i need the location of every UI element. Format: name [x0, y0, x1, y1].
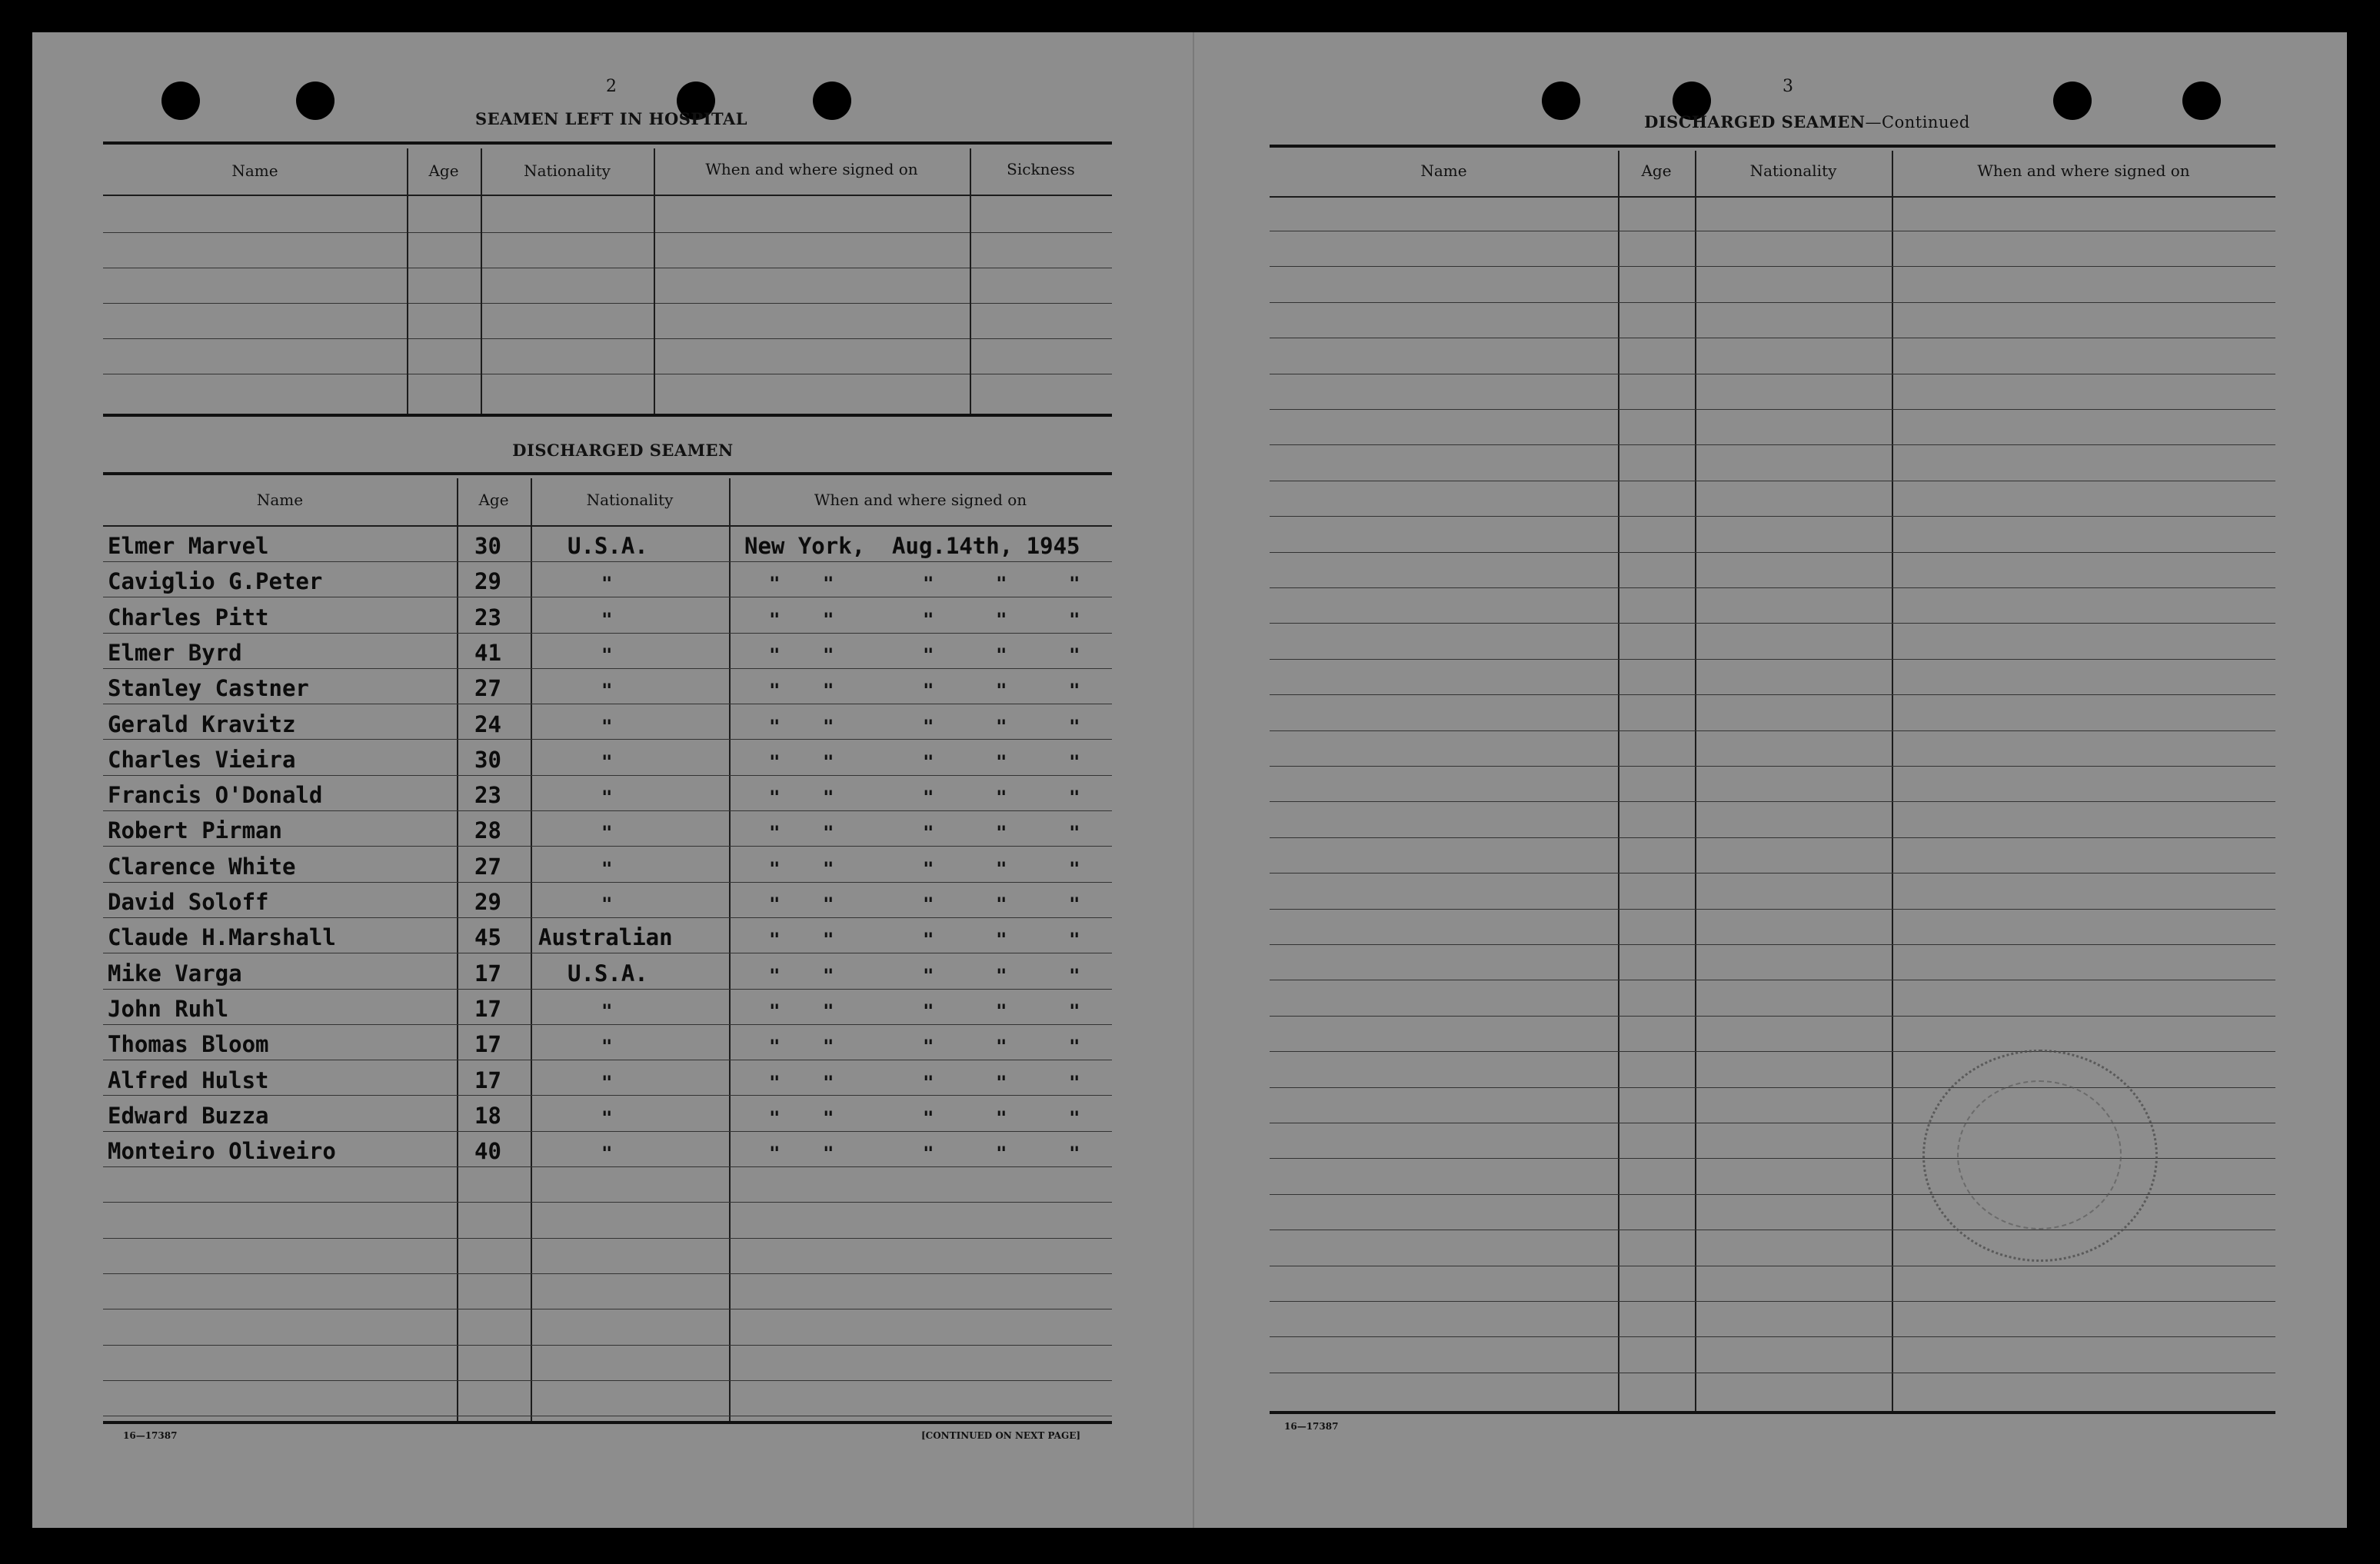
signed-on-ditto: " — [823, 1036, 834, 1057]
signed-on-ditto: " — [823, 929, 834, 950]
discharged-row-rule — [103, 989, 1112, 990]
discharged-row-rule — [103, 633, 1112, 634]
seaman-name: Caviglio G.Peter — [108, 568, 323, 594]
discharged-header-signed-on: When and where signed on — [814, 491, 1027, 509]
nationality-ditto: " — [601, 716, 613, 737]
signed-on-ditto: " — [823, 680, 834, 701]
signed-on-ditto: " — [923, 1107, 934, 1129]
signed-on-ditto: " — [769, 609, 781, 631]
right-section-title — [1576, 112, 2038, 131]
signed-on-ditto: " — [823, 644, 834, 666]
signed-on-ditto: " — [823, 965, 834, 987]
signed-on-ditto: " — [769, 680, 781, 701]
right-row-rule — [1270, 944, 2275, 945]
seaman-age: 17 — [474, 1031, 501, 1057]
hospital-column-divider — [970, 148, 971, 414]
footer-form-code-right: 16—17387 — [1284, 1421, 1339, 1432]
right-header-age: Age — [1641, 161, 1672, 180]
signed-on-ditto: " — [1069, 822, 1080, 844]
seaman-name: Charles Vieira — [108, 747, 296, 773]
discharged-row-rule — [103, 810, 1112, 811]
signed-on-ditto: " — [1069, 1143, 1080, 1164]
signed-on-ditto: " — [769, 573, 781, 594]
right-row-rule — [1270, 444, 2275, 445]
hospital-section-title: SEAMEN LEFT IN HOSPITAL — [474, 109, 748, 128]
nationality-ditto: " — [601, 644, 613, 666]
signed-on-ditto: " — [996, 573, 1007, 594]
signed-on-ditto: " — [923, 893, 934, 915]
discharged-section-title: DISCHARGED SEAMEN — [512, 441, 734, 460]
right-column-divider — [1695, 151, 1696, 1411]
seaman-age: 17 — [474, 996, 501, 1022]
seaman-name: Edward Buzza — [108, 1103, 269, 1129]
seaman-name: Stanley Castner — [108, 675, 309, 701]
signed-on-ditto: " — [823, 1143, 834, 1164]
seaman-name: Elmer Byrd — [108, 640, 242, 666]
document-sheet — [32, 32, 2347, 1528]
signed-on-ditto: " — [769, 1000, 781, 1022]
signed-on-ditto: " — [1069, 965, 1080, 987]
seaman-age: 41 — [474, 640, 501, 666]
signed-on-ditto: " — [996, 716, 1007, 737]
discharged-row-rule — [103, 1273, 1112, 1274]
seaman-age: 23 — [474, 782, 501, 808]
seaman-nationality: U.S.A. — [568, 960, 648, 987]
signed-on-ditto: " — [996, 751, 1007, 773]
hospital-header-sickness: Sickness — [1007, 160, 1075, 178]
seaman-age: 30 — [474, 747, 501, 773]
seaman-name: Thomas Bloom — [108, 1031, 269, 1057]
discharged-row-rule — [103, 1380, 1112, 1381]
right-header-rule — [1270, 196, 2275, 198]
signed-on-ditto: " — [823, 1072, 834, 1093]
signed-on-ditto: " — [923, 858, 934, 880]
seaman-name: Robert Pirman — [108, 817, 282, 844]
signed-on-ditto: " — [996, 609, 1007, 631]
signed-on-ditto: " — [1069, 858, 1080, 880]
right-row-rule — [1270, 552, 2275, 553]
signed-on-ditto: " — [996, 1107, 1007, 1129]
nationality-ditto: " — [601, 751, 613, 773]
right-section-title-main: DISCHARGED SEAMEN — [1644, 112, 1866, 131]
right-row-rule — [1270, 1051, 2275, 1052]
signed-on-ditto: " — [1069, 609, 1080, 631]
hospital-column-divider — [654, 148, 655, 414]
seaman-name: David Soloff — [108, 889, 269, 915]
discharged-table-top-rule — [103, 472, 1112, 475]
nationality-ditto: " — [601, 822, 613, 844]
nationality-ditto: " — [601, 609, 613, 631]
right-row-rule — [1270, 659, 2275, 660]
discharged-row-rule — [103, 1024, 1112, 1025]
signed-on-ditto: " — [923, 1072, 934, 1093]
discharged-header-name: Name — [256, 491, 304, 509]
right-row-rule — [1270, 516, 2275, 517]
punch-hole — [2053, 82, 2092, 120]
discharged-row-rule — [103, 917, 1112, 918]
seaman-age: 27 — [474, 675, 501, 701]
hospital-header-age: Age — [428, 161, 459, 180]
nationality-ditto: " — [601, 893, 613, 915]
discharged-row-rule — [103, 1166, 1112, 1167]
right-row-rule — [1270, 302, 2275, 303]
nationality-ditto: " — [601, 1036, 613, 1057]
discharged-row-rule — [103, 846, 1112, 847]
right-row-rule — [1270, 730, 2275, 731]
seaman-name: Francis O'Donald — [108, 782, 323, 808]
seaman-nationality: Australian — [538, 924, 673, 950]
nationality-ditto: " — [601, 1143, 613, 1164]
signed-on-ditto: " — [769, 1107, 781, 1129]
signed-on-ditto: " — [923, 716, 934, 737]
signed-on-ditto: " — [769, 858, 781, 880]
discharged-header-rule — [103, 525, 1112, 527]
seaman-age: 17 — [474, 1067, 501, 1093]
seaman-name: Mike Varga — [108, 960, 242, 987]
discharged-row-rule — [103, 1345, 1112, 1346]
discharged-table-bottom-rule — [103, 1421, 1112, 1424]
discharged-row-rule — [103, 882, 1112, 883]
right-row-rule — [1270, 909, 2275, 910]
right-row-rule — [1270, 587, 2275, 588]
signed-on-ditto: " — [923, 751, 934, 773]
nationality-ditto: " — [601, 1072, 613, 1093]
signed-on-ditto: " — [823, 573, 834, 594]
seaman-age: 30 — [474, 533, 501, 559]
punch-hole — [296, 82, 335, 120]
seaman-age: 23 — [474, 604, 501, 631]
signed-on-ditto: " — [769, 1072, 781, 1093]
hospital-header-nationality: Nationality — [524, 161, 611, 180]
right-row-rule — [1270, 623, 2275, 624]
signed-on-ditto: " — [769, 1036, 781, 1057]
nationality-ditto: " — [601, 1000, 613, 1022]
punch-hole — [161, 82, 200, 120]
discharged-row-rule — [103, 1202, 1112, 1203]
signed-on-ditto: " — [1069, 716, 1080, 737]
right-header-nationality: Nationality — [1749, 161, 1837, 180]
right-header-name: Name — [1420, 161, 1467, 180]
signed-on-ditto: " — [923, 929, 934, 950]
signed-on-ditto: " — [823, 751, 834, 773]
right-row-rule — [1270, 801, 2275, 802]
signed-on-ditto: " — [769, 965, 781, 987]
signed-on-ditto: " — [923, 1000, 934, 1022]
signed-on-ditto: " — [996, 965, 1007, 987]
hospital-header-rule — [103, 195, 1112, 196]
discharged-row-rule — [103, 775, 1112, 776]
signed-on-ditto: " — [823, 609, 834, 631]
hospital-header-signed-on: When and where signed on — [705, 160, 918, 178]
discharged-row-rule — [103, 739, 1112, 740]
right-row-rule — [1270, 1301, 2275, 1302]
discharged-column-divider — [729, 478, 731, 1421]
seaman-age: 45 — [474, 924, 501, 950]
signed-on-ditto: " — [923, 680, 934, 701]
seaman-age: 24 — [474, 711, 501, 737]
right-row-rule — [1270, 873, 2275, 874]
discharged-row-rule — [103, 1095, 1112, 1096]
signed-on-ditto: " — [923, 787, 934, 808]
right-row-rule — [1270, 1336, 2275, 1337]
nationality-ditto: " — [601, 858, 613, 880]
signed-on-ditto: " — [823, 822, 834, 844]
punch-hole — [1542, 82, 1580, 120]
signed-on-ditto: " — [769, 787, 781, 808]
signed-on-ditto: " — [996, 929, 1007, 950]
seaman-age: 40 — [474, 1138, 501, 1164]
signed-on-ditto: " — [823, 893, 834, 915]
hospital-column-divider — [407, 148, 408, 414]
seaman-name: Gerald Kravitz — [108, 711, 296, 737]
nationality-ditto: " — [601, 680, 613, 701]
seaman-name: John Ruhl — [108, 996, 229, 1022]
signed-on-ditto: " — [1069, 1036, 1080, 1057]
hospital-column-divider — [481, 148, 482, 414]
signed-on-ditto: " — [923, 644, 934, 666]
page-fold — [1193, 32, 1194, 1528]
seaman-name: Claude H.Marshall — [108, 924, 336, 950]
signed-on-ditto: " — [1069, 787, 1080, 808]
signed-on-ditto: " — [769, 822, 781, 844]
signed-on-ditto: " — [823, 787, 834, 808]
signed-on-ditto: " — [996, 893, 1007, 915]
signed-on-ditto: " — [769, 929, 781, 950]
seaman-age: 27 — [474, 854, 501, 880]
seaman-name: Elmer Marvel — [108, 533, 269, 559]
page-number-left: 2 — [606, 77, 617, 96]
signed-on-ditto: " — [923, 573, 934, 594]
signed-on-ditto: " — [996, 1036, 1007, 1057]
right-row-rule — [1270, 837, 2275, 838]
discharged-header-nationality: Nationality — [586, 491, 674, 509]
seaman-nationality: U.S.A. — [568, 533, 648, 559]
signed-on-ditto: " — [996, 644, 1007, 666]
right-column-divider — [1618, 151, 1619, 1411]
seaman-age: 17 — [474, 960, 501, 987]
signed-on-ditto: " — [769, 751, 781, 773]
seaman-signed-on: New York, Aug.14th, 1945 — [744, 533, 1080, 559]
signed-on-ditto: " — [1069, 1000, 1080, 1022]
right-row-rule — [1270, 766, 2275, 767]
signed-on-ditto: " — [996, 858, 1007, 880]
signed-on-ditto: " — [996, 1143, 1007, 1164]
right-row-rule — [1270, 409, 2275, 410]
signed-on-ditto: " — [769, 893, 781, 915]
seaman-name: Charles Pitt — [108, 604, 269, 631]
signed-on-ditto: " — [996, 1000, 1007, 1022]
discharged-row-rule — [103, 561, 1112, 562]
hospital-row-rule — [103, 232, 1112, 233]
seaman-age: 28 — [474, 817, 501, 844]
hospital-row-rule — [103, 303, 1112, 304]
right-header-signed-on: When and where signed on — [1977, 161, 2190, 180]
signed-on-ditto: " — [1069, 751, 1080, 773]
discharged-column-divider — [531, 478, 532, 1421]
signed-on-ditto: " — [923, 822, 934, 844]
signed-on-ditto: " — [996, 787, 1007, 808]
signed-on-ditto: " — [1069, 573, 1080, 594]
right-column-divider — [1892, 151, 1893, 1411]
footer-form-code-left: 16—17387 — [123, 1430, 178, 1441]
signed-on-ditto: " — [996, 1072, 1007, 1093]
signed-on-ditto: " — [1069, 680, 1080, 701]
signed-on-ditto: " — [1069, 1072, 1080, 1093]
right-row-rule — [1270, 694, 2275, 695]
signed-on-ditto: " — [823, 1000, 834, 1022]
nationality-ditto: " — [601, 1107, 613, 1129]
discharged-row-rule — [103, 1238, 1112, 1239]
right-row-rule — [1270, 266, 2275, 267]
seaman-name: Alfred Hulst — [108, 1067, 269, 1093]
signed-on-ditto: " — [923, 1143, 934, 1164]
discharged-header-age: Age — [478, 491, 509, 509]
seaman-name: Clarence White — [108, 854, 296, 880]
hospital-table-bottom-rule — [103, 414, 1112, 417]
right-section-title-suffix: —Continued — [1865, 113, 1970, 131]
official-stamp-inner-ring — [1957, 1080, 2122, 1230]
hospital-header-name: Name — [231, 161, 278, 180]
punch-hole — [2182, 82, 2221, 120]
signed-on-ditto: " — [1069, 929, 1080, 950]
signed-on-ditto: " — [823, 716, 834, 737]
hospital-row-rule — [103, 338, 1112, 339]
seaman-name: Monteiro Oliveiro — [108, 1138, 336, 1164]
signed-on-ditto: " — [769, 716, 781, 737]
signed-on-ditto: " — [923, 1036, 934, 1057]
signed-on-ditto: " — [1069, 893, 1080, 915]
discharged-row-rule — [103, 668, 1112, 669]
signed-on-ditto: " — [996, 822, 1007, 844]
hospital-table-top-rule — [103, 141, 1112, 145]
signed-on-ditto: " — [923, 965, 934, 987]
right-table-bottom-rule — [1270, 1411, 2275, 1414]
discharged-row-rule — [103, 1131, 1112, 1132]
right-table-top-rule — [1270, 145, 2275, 148]
signed-on-ditto: " — [1069, 1107, 1080, 1129]
signed-on-ditto: " — [1069, 644, 1080, 666]
signed-on-ditto: " — [996, 680, 1007, 701]
signed-on-ditto: " — [923, 609, 934, 631]
signed-on-ditto: " — [823, 1107, 834, 1129]
footer-continued-note: [CONTINUED ON NEXT PAGE] — [921, 1430, 1081, 1441]
discharged-column-divider — [457, 478, 458, 1421]
seaman-age: 29 — [474, 568, 501, 594]
seaman-age: 29 — [474, 889, 501, 915]
signed-on-ditto: " — [769, 1143, 781, 1164]
seaman-age: 18 — [474, 1103, 501, 1129]
right-row-rule — [1270, 1016, 2275, 1017]
signed-on-ditto: " — [823, 858, 834, 880]
signed-on-ditto: " — [769, 644, 781, 666]
nationality-ditto: " — [601, 787, 613, 808]
nationality-ditto: " — [601, 573, 613, 594]
page-number-right: 3 — [1783, 77, 1793, 96]
